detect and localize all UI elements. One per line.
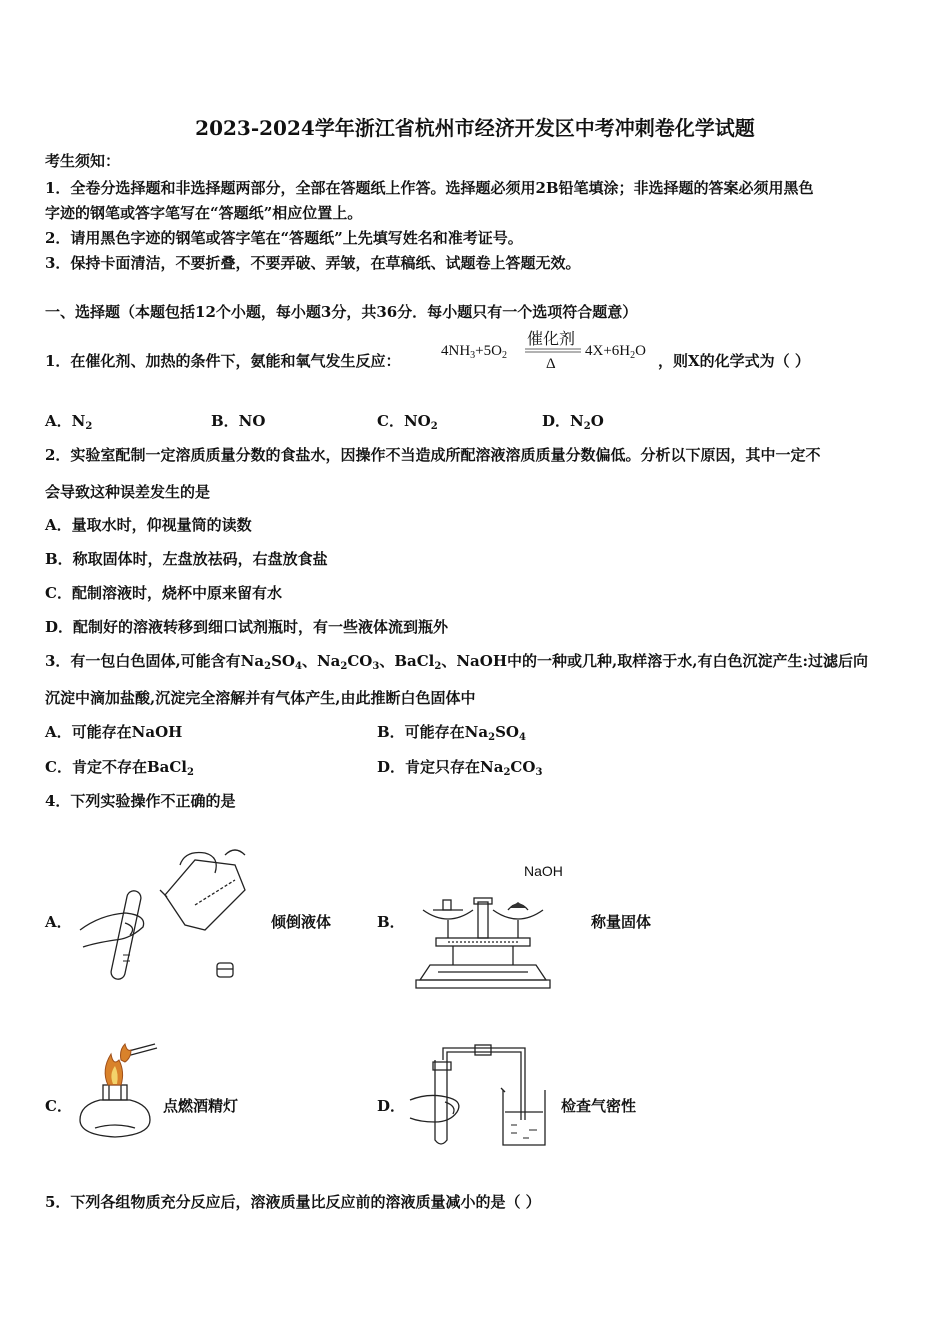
section-heading: 一、选择题（本题包括12个小题，每小题3分，共36分．每小题只有一个选项符合题意） [45, 303, 638, 321]
q2-option-c: C．配制溶液时，烧杯中原来留有水 [45, 584, 282, 602]
q1-suffix: ，则X的化学式为（ ） [658, 352, 810, 370]
q1-equals-sign [525, 348, 585, 354]
pouring-liquid-illustration [75, 835, 255, 985]
q4-option-a-text: 倾倒液体 [271, 913, 332, 931]
q1-equation-left: $4NH_3+5O_2$ [441, 343, 507, 361]
naoh-label: NaOH [524, 863, 563, 879]
q1-catalyst-label: 催化剂 [527, 331, 576, 348]
notice-line-3: 3．保持卡面清洁，不要折叠，不要弄破、弄皱，在草稿纸、试题卷上答题无效。 [45, 254, 581, 272]
q5-stem: 5．下列各组物质充分反应后，溶液质量比反应前的溶液质量减小的是（ ） [45, 1193, 541, 1211]
q4-option-a-label: A． [45, 913, 72, 931]
q2-option-d: D．配制好的溶液转移到细口试剂瓶时，有一些液体流到瓶外 [45, 618, 449, 636]
gas-tightness-illustration [405, 1040, 555, 1150]
q4-option-d-label: D． [377, 1097, 406, 1115]
page-title: 2023-2024学年浙江省杭州市经济开发区中考冲刺卷化学试题 [195, 116, 755, 140]
q1-option-b: B．NO [211, 412, 266, 430]
q1-prefix: 1．在催化剂、加热的条件下，氨能和氧气发生反应： [45, 352, 401, 370]
q1-equation-right: $4X+6H_2O$ [585, 343, 646, 361]
q4-option-c-label: C． [45, 1097, 72, 1115]
q1-option-d: D．$N_2O$ [542, 412, 604, 432]
q2-option-a: A．量取水时，仰视量筒的读数 [45, 516, 252, 534]
q4-option-b-text: 称量固体 [591, 913, 652, 931]
notice-line-1a: 1．全卷分选择题和非选择题两部分，全部在答题纸上作答。选择题必须用2B铅笔填涂；非选择题的答案必须用黑色 [45, 179, 814, 197]
balance-illustration [408, 880, 558, 990]
q3-option-b: B．可能存在$Na_2SO_4$ [377, 723, 526, 743]
q3-option-a: A．可能存在NaOH [45, 723, 183, 741]
q3-option-c: C．肯定不存在BaCl$_2$ [45, 758, 194, 778]
q2-stem-line-2: 会导致这种误差发生的是 [45, 483, 211, 501]
alcohol-lamp-illustration [75, 1040, 165, 1145]
q2-option-b: B．称取固体时，左盘放祛码，右盘放食盐 [45, 550, 328, 568]
q1-option-a: A．$N_2$ [45, 412, 93, 432]
q2-stem-line-1: 2．实验室配制一定溶质质量分数的食盐水，因操作不当造成所配溶液溶质质量分数偏低。分析以下原因，其中一定不 [45, 446, 821, 464]
q1-heat-label: Δ [546, 356, 556, 372]
q4-stem: 4．下列实验操作不正确的是 [45, 792, 236, 810]
q3-stem-line-2: 沉淀中滴加盐酸,沉淀完全溶解并有气体产生,由此推断白色固体中 [45, 689, 476, 707]
q1-option-c: C．$NO_2$ [377, 412, 438, 432]
q3-stem-line-1: 3．有一包白色固体,可能含有$Na_2SO_4$、$Na_2CO_3$、BaCl$_2$、NaOH中的一种或几种,取样溶于水,有白色沉淀产生:过滤后向 [45, 652, 868, 672]
notice-line-1b: 字迹的钢笔或答字笔写在“答题纸”相应位置上。 [45, 204, 363, 222]
notice-heading: 考生须知： [45, 152, 121, 170]
notice-line-2: 2．请用黑色字迹的钢笔或答字笔在“答题纸”上先填写姓名和准考证号。 [45, 229, 523, 247]
q4-option-b-label: B． [377, 913, 405, 931]
q4-option-c-text: 点燃酒精灯 [163, 1097, 239, 1115]
q4-option-d-text: 检查气密性 [561, 1097, 637, 1115]
q3-option-d: D．肯定只存在$Na_2CO_3$ [377, 758, 543, 778]
